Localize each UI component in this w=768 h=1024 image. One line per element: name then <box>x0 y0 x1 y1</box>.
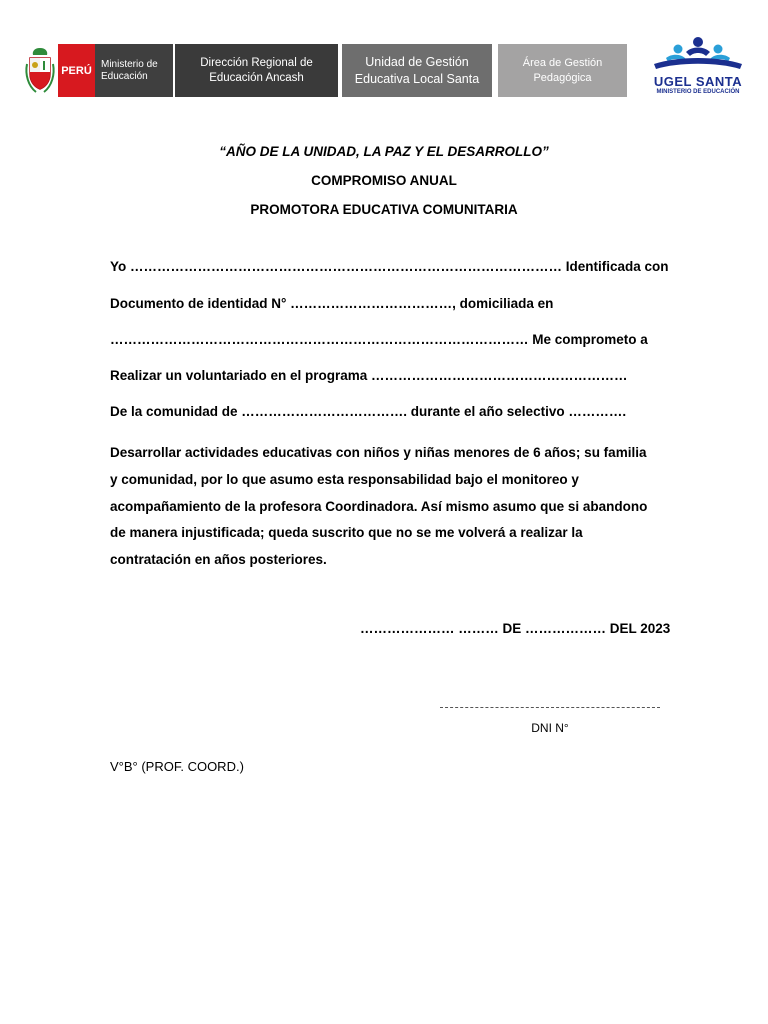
direccion-regional-box <box>175 44 338 97</box>
direccion-regional-text: Dirección Regional de Educación Ancash <box>200 56 313 84</box>
document-title: COMPROMISO ANUAL <box>311 173 457 188</box>
name-line: Yo …………………………………………………………………………………… Identificada con <box>110 259 669 274</box>
ugel-logo-title: UGEL SANTA <box>653 74 743 89</box>
document-subtitle: PROMOTORA EDUCATIVA COMUNITARIA <box>250 202 518 217</box>
ugel-people-icon <box>648 36 748 74</box>
peru-text: PERÚ <box>61 64 92 77</box>
ministerio-label <box>95 44 173 97</box>
community-line: De la comunidad de ………………………………. durante el año selectivo …………. <box>110 404 627 419</box>
year-motto: “AÑO DE LA UNIDAD, LA PAZ Y EL DESARROLLO” <box>219 144 549 159</box>
id-document-line: Documento de identidad N° ………………………………, domiciliada en <box>110 296 554 311</box>
signature-line <box>440 707 660 708</box>
ministerio-text: Ministerio de Educación <box>101 58 158 82</box>
approval-label: V°B° (PROF. COORD.) <box>110 759 244 774</box>
date-line: ………………… ……… DE ……………… DEL 2023 <box>360 621 671 636</box>
unidad-gestion-text: Unidad de Gestión Educativa Local Santa <box>354 54 480 86</box>
peru-coat-of-arms-icon <box>24 44 56 96</box>
area-gestion-text: Área de Gestión Pedagógica <box>522 56 603 84</box>
commitment-paragraph: Desarrollar actividades educativas con niños y niñas menores de 6 años; su familia y comunidad, por lo que asumo esta responsabilidad bajo el monitoreo y acompañamiento de la profesora Coordinadora. Así mismo asumo que si abandono de manera injustificada; queda suscrito que no se me volverá a realizar la contratación en años posteriores. <box>110 445 648 568</box>
area-gestion-box <box>498 44 627 97</box>
unidad-gestion-box <box>342 44 492 97</box>
program-line: Realizar un voluntariado en el programa ………………………………………………… <box>110 368 628 383</box>
address-line: ………………………………………………………………………………… Me comprometo a <box>110 332 648 347</box>
ugel-logo-subtitle: MINISTERIO DE EDUCACIÓN <box>656 89 740 95</box>
peru-label <box>58 44 95 97</box>
ugel-santa-logo <box>648 36 748 98</box>
dni-label: DNI N° <box>531 721 569 735</box>
document-header <box>0 0 768 110</box>
